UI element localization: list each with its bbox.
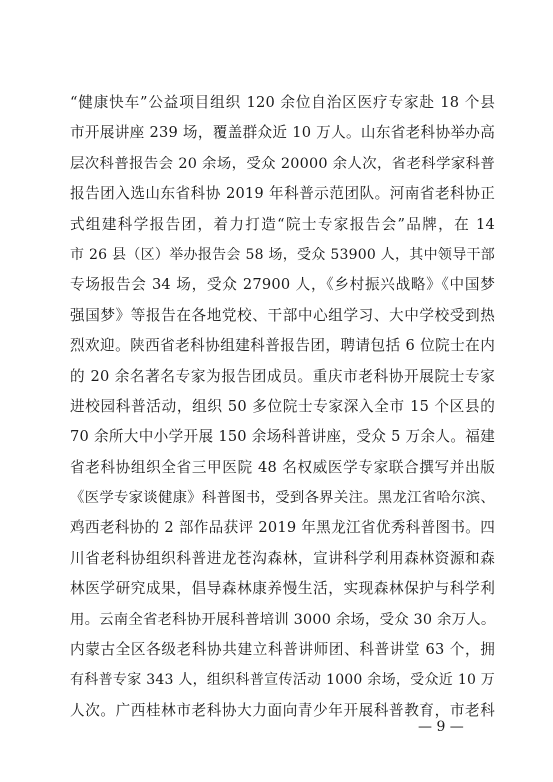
text-line: 式组建科学报告团，着力打造“院士专家报告会”品牌，在 14 (70, 215, 495, 233)
text-line: 烈欢迎。陕西省老科协组建科普报告团，聘请包括 6 位院士在内 (70, 337, 495, 355)
text-line: 70 余所大中小学开展 150 余场科普讲座，受众 5 万余人。福建 (70, 428, 495, 446)
text-line: 人次。广西桂林市老科协大力面向青少年开展科普教育，市老科 (70, 701, 495, 719)
page-number: — 9 — (418, 719, 464, 735)
text-line: 用。云南全省老科协开展科普培训 3000 余场，受众 30 余万人。 (70, 611, 496, 628)
body-paragraph (70, 88, 495, 726)
text-line: 层次科普报告会 20 余场，受众 20000 余人次，省老科学家科普 (70, 155, 495, 172)
text-line: “健康快车”公益项目组织 120 余位自治区医疗专家赴 18 个县 (70, 94, 495, 111)
text-line: 川省老科协组织科普进龙苍沟森林，宣讲科学利用森林资源和森 (70, 549, 495, 567)
text-line: 进校园科普活动，组织 50 多位院士专家深入全市 15 个区县的 (70, 397, 495, 415)
text-line: 林医学研究成果，倡导森林康养慢生活，实现森林保护与科学利 (70, 580, 495, 598)
text-line: 市 26 县（区）举办报告会 58 场，受众 53900 人，其中领导干部 (70, 246, 495, 263)
text-line: 专场报告会 34 场，受众 27900 人，《乡村振兴战略》《中国梦 (70, 276, 495, 294)
text-line: 《医学专家谈健康》科普图书，受到各界关注。黑龙江省哈尔滨、 (70, 490, 495, 507)
text-line: 省老科协组织全省三甲医院 48 名权威医学专家联合撰写并出版 (70, 458, 495, 476)
text-line: 报告团入选山东省科协 2019 年科普示范团队。河南省老科协正 (70, 185, 495, 203)
text-line: 内蒙古全区各级老科协共建立科普讲师团、科普讲堂 63 个，拥 (70, 641, 495, 659)
text-line: 有科普专家 343 人，组织科普宣传活动 1000 余场，受众近 10 万 (70, 672, 495, 689)
text-line: 的 20 余名著名专家为报告团成员。重庆市老科协开展院士专家 (70, 367, 495, 385)
text-line: 强国梦》等报告在各地党校、干部中心组学习、大中学校受到热 (70, 306, 495, 324)
text-line: 市开展讲座 239 场，覆盖群众近 10 万人。山东省老科协举办高 (70, 124, 495, 142)
text-line: 鸡西老科协的 2 部作品获评 2019 年黑龙江省优秀科普图书。四 (70, 519, 495, 537)
